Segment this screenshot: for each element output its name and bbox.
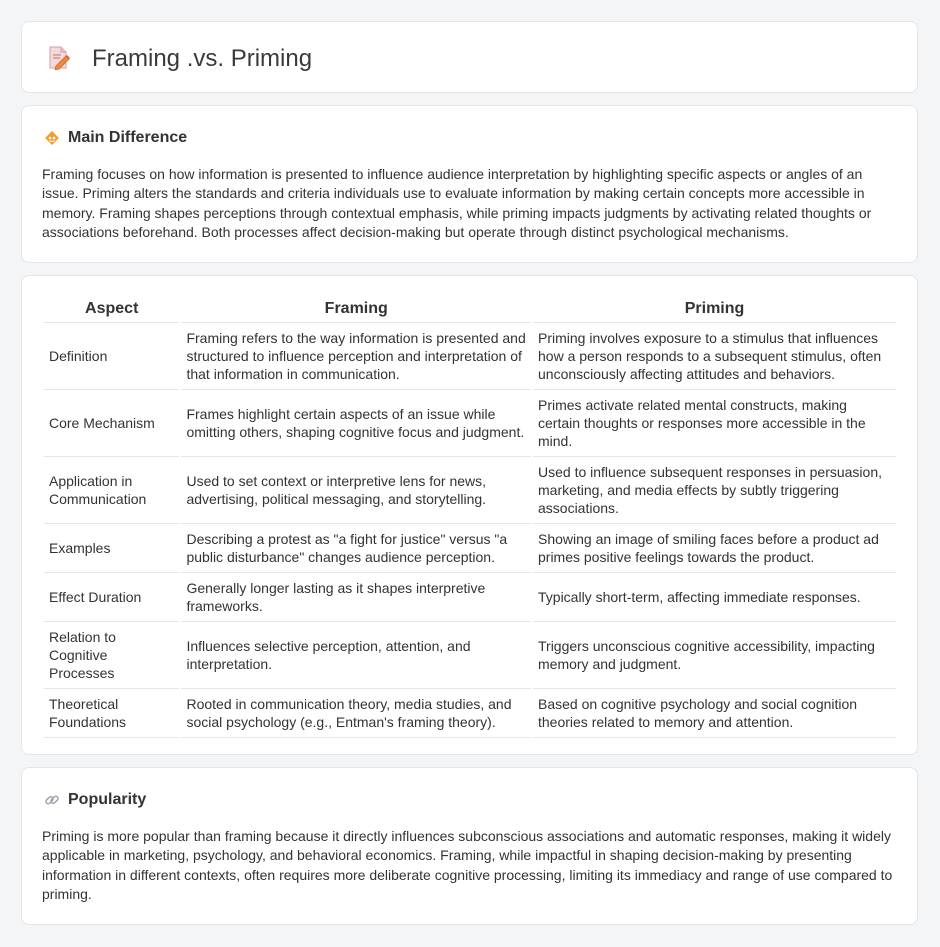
title-card (21, 21, 918, 93)
row-priming: Used to influence subsequent responses in persuasion, marketing, and media effects by subtly triggering associations. (533, 457, 896, 524)
main-difference-text: Framing focuses on how information is presented to influence audience interpretation by highlighting specific aspects or angles of an issue. Priming alters the standards and criteria individuals use to evaluate information by making certain concepts more accessible in memory. Framing shapes perceptions through contextual emphasis, while priming impacts judgments by activating related thoughts or associations beforehand. Both processes affect decision-making but operate through distinct psychological mechanisms. (42, 166, 872, 240)
main-difference-header (44, 128, 187, 148)
row-framing: Frames highlight certain aspects of an issue while omitting others, shaping cognitive focus and judgment. (181, 390, 531, 457)
row-framing: Influences selective perception, attention, and interpretation. (181, 622, 531, 689)
table-row (44, 323, 896, 390)
table-row (44, 573, 896, 622)
popularity-text: Priming is more popular than framing because it directly influences subconscious associations and automatic responses, making it widely applicable in marketing, psychology, and behavioral economics. Framing, while impactful in shaping decision-making by presenting information in different contexts, often requires more deliberate cognitive processing, limiting its immediacy and range of use compared to priming. (42, 828, 893, 902)
comparison-card (21, 275, 918, 755)
diamond-warning-icon (44, 130, 60, 146)
row-aspect: Effect Duration (44, 573, 179, 622)
table-row (44, 689, 896, 738)
row-framing: Describing a protest as "a fight for justice" versus "a public disturbance" changes audience perception. (181, 524, 531, 573)
row-framing: Framing refers to the way information is presented and structured to influence perception and interpretation of that information in communication. (181, 323, 531, 390)
header-priming: Priming (533, 296, 896, 323)
row-aspect: Relation to Cognitive Processes (44, 622, 179, 689)
row-aspect: Core Mechanism (44, 390, 179, 457)
header-framing: Framing (181, 296, 531, 323)
popularity-card (21, 767, 918, 925)
row-aspect: Application in Communication (44, 457, 179, 524)
row-aspect: Definition (44, 323, 179, 390)
header-aspect: Aspect (44, 296, 179, 323)
row-framing: Used to set context or interpretive lens for news, advertising, political messaging, and storytelling. (181, 457, 531, 524)
popularity-header (44, 790, 146, 810)
main-difference-card (21, 105, 918, 263)
table-row (44, 390, 896, 457)
row-aspect: Theoretical Foundations (44, 689, 179, 738)
table-row (44, 622, 896, 689)
popularity-title: Popularity (68, 791, 147, 808)
row-priming: Primes activate related mental constructs, making certain thoughts or responses more accessible in the mind. (533, 390, 896, 457)
row-priming: Typically short-term, affecting immediate responses. (533, 573, 896, 622)
page-title: Framing .vs. Priming (92, 45, 313, 72)
table-row (44, 524, 896, 573)
row-priming: Based on cognitive psychology and social cognition theories related to memory and attention. (533, 689, 896, 738)
document-pencil-icon (48, 46, 70, 70)
row-framing: Generally longer lasting as it shapes interpretive frameworks. (181, 573, 531, 622)
row-framing: Rooted in communication theory, media studies, and social psychology (e.g., Entman's framing theory). (181, 689, 531, 738)
row-priming: Priming involves exposure to a stimulus that influences how a person responds to a subsequent stimulus, often unconsciously affecting attitudes and behaviors. (533, 323, 896, 390)
row-priming: Triggers unconscious cognitive accessibility, impacting memory and judgment. (533, 622, 896, 689)
table-header-row (44, 296, 896, 323)
comparison-table (42, 296, 898, 738)
link-icon (44, 792, 60, 808)
table-row (44, 457, 896, 524)
row-priming: Showing an image of smiling faces before a product ad primes positive feelings towards the product. (533, 524, 896, 573)
row-aspect: Examples (44, 524, 179, 573)
main-difference-title: Main Difference (68, 129, 188, 146)
